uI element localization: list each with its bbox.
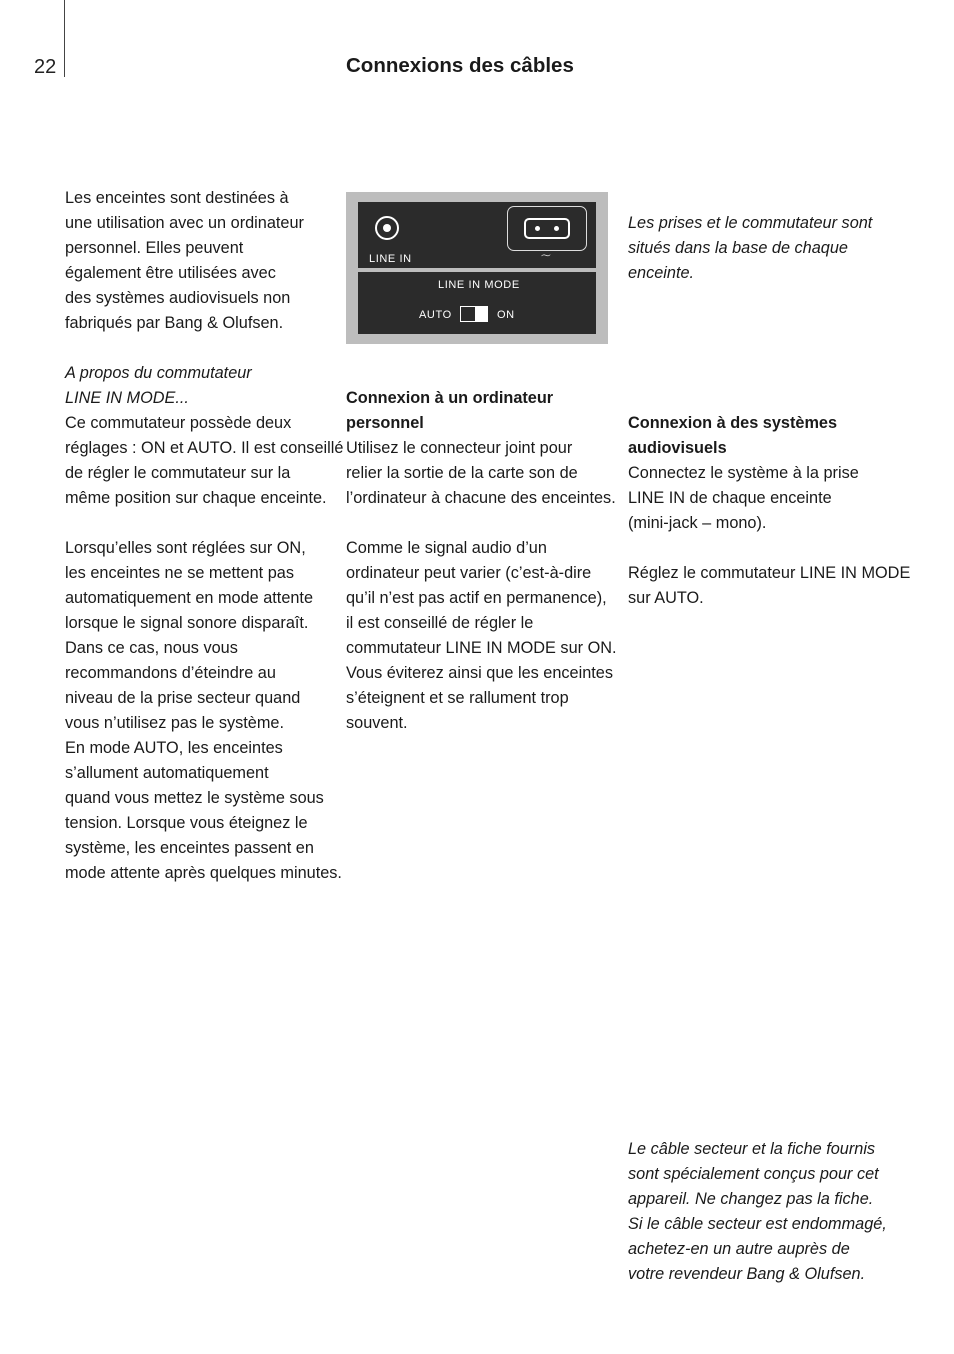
warning-line: appareil. Ne changez pas la fiche. <box>628 1190 874 1208</box>
text-line: également être utilisées avec <box>65 264 276 282</box>
text-line: commutateur LINE IN MODE sur ON. <box>346 639 617 657</box>
section-heading-line: Connexion à un ordinateur <box>346 389 554 407</box>
intro-paragraph <box>65 186 304 336</box>
warning-line: votre revendeur Bang & Olufsen. <box>628 1265 866 1283</box>
text-line: recommandons d’éteindre au <box>65 664 276 682</box>
text-line: les enceintes ne se mettent pas <box>65 564 294 582</box>
text-line: relier la sortie de la carte son de <box>346 464 578 482</box>
warning-line: Le câble secteur et la fiche fournis <box>628 1140 876 1158</box>
warning-line: sont spécialement conçus pour cet <box>628 1165 879 1183</box>
text-line: s’éteignent et se rallument trop <box>346 689 569 707</box>
text-line: des systèmes audiovisuels non <box>65 289 291 307</box>
section-heading-line: audiovisuels <box>628 439 727 457</box>
computer-connection-section <box>346 386 617 736</box>
text-line: automatiquement en mode attente <box>65 589 314 607</box>
auto-label: AUTO <box>419 309 452 321</box>
text-line: souvent. <box>346 714 408 732</box>
switch-heading-line: LINE IN MODE... <box>65 389 189 407</box>
text-line: Comme le signal audio d’un <box>346 539 547 557</box>
text-line: Dans ce cas, nous vous <box>65 639 238 657</box>
mode-switch-panel <box>358 272 596 334</box>
text-line: lorsque le signal sonore disparaît. <box>65 614 309 632</box>
line-in-jack-icon <box>375 216 399 240</box>
power-cable-warning <box>628 1137 887 1287</box>
text-line: s’allument automatiquement <box>65 764 269 782</box>
av-connection-section <box>628 411 910 611</box>
connector-panel-illustration <box>346 192 608 344</box>
switch-heading-line: A propos du commutateur <box>65 364 252 382</box>
text-line: mode attente après quelques minutes. <box>65 864 342 882</box>
ac-symbol: ~ <box>540 248 552 264</box>
mode-switch-icon <box>460 306 488 322</box>
page-number: 22 <box>34 56 57 78</box>
caption-line: Les prises et le commutateur sont <box>628 214 873 232</box>
section-heading-line: Connexion à des systèmes <box>628 414 838 432</box>
text-line: de régler le commutateur sur la <box>65 464 291 482</box>
text-line: qu’il n’est pas actif en permanence), <box>346 589 607 607</box>
text-line: Vous éviterez ainsi que les enceintes <box>346 664 613 682</box>
text-line: personnel. Elles peuvent <box>65 239 244 257</box>
connector-panel-top <box>358 202 596 268</box>
line-in-mode-label: LINE IN MODE <box>438 279 520 291</box>
text-line: (mini-jack – mono). <box>628 514 767 532</box>
text-line: même position sur chaque enceinte. <box>65 489 327 507</box>
text-line: Connectez le système à la prise <box>628 464 859 482</box>
caption-line: situés dans la base de chaque <box>628 239 848 257</box>
text-line: quand vous mettez le système sous <box>65 789 324 807</box>
section-heading-line: personnel <box>346 414 424 432</box>
illustration-caption <box>628 211 872 286</box>
caption-line: enceinte. <box>628 264 695 282</box>
text-line: tension. Lorsque vous éteignez le <box>65 814 308 832</box>
switch-section <box>65 361 343 886</box>
power-socket-icon <box>507 206 587 251</box>
text-line: système, les enceintes passent en <box>65 839 314 857</box>
text-line: Ce commutateur possède deux <box>65 414 292 432</box>
text-line: Réglez le commutateur LINE IN MODE <box>628 564 911 582</box>
page-margin-rule <box>64 0 65 77</box>
text-line: une utilisation avec un ordinateur <box>65 214 304 232</box>
text-line: vous n’utilisez pas le système. <box>65 714 284 732</box>
text-line: Les enceintes sont destinées à <box>65 189 289 207</box>
on-label: ON <box>497 309 515 321</box>
page-title: Connexions des câbles <box>346 54 574 77</box>
text-line: Lorsqu’elles sont réglées sur ON, <box>65 539 306 557</box>
warning-line: achetez-en un autre auprès de <box>628 1240 850 1258</box>
text-line: sur AUTO. <box>628 589 704 607</box>
text-line: niveau de la prise secteur quand <box>65 689 301 707</box>
line-in-label: LINE IN <box>369 253 412 265</box>
text-line: LINE IN de chaque enceinte <box>628 489 832 507</box>
text-line: réglages : ON et AUTO. Il est conseillé <box>65 439 344 457</box>
text-line: En mode AUTO, les enceintes <box>65 739 283 757</box>
text-line: Utilisez le connecteur joint pour <box>346 439 573 457</box>
text-line: fabriqués par Bang & Olufsen. <box>65 314 284 332</box>
text-line: il est conseillé de régler le <box>346 614 534 632</box>
text-line: ordinateur peut varier (c’est-à-dire <box>346 564 592 582</box>
warning-line: Si le câble secteur est endommagé, <box>628 1215 887 1233</box>
text-line: l’ordinateur à chacune des enceintes. <box>346 489 616 507</box>
